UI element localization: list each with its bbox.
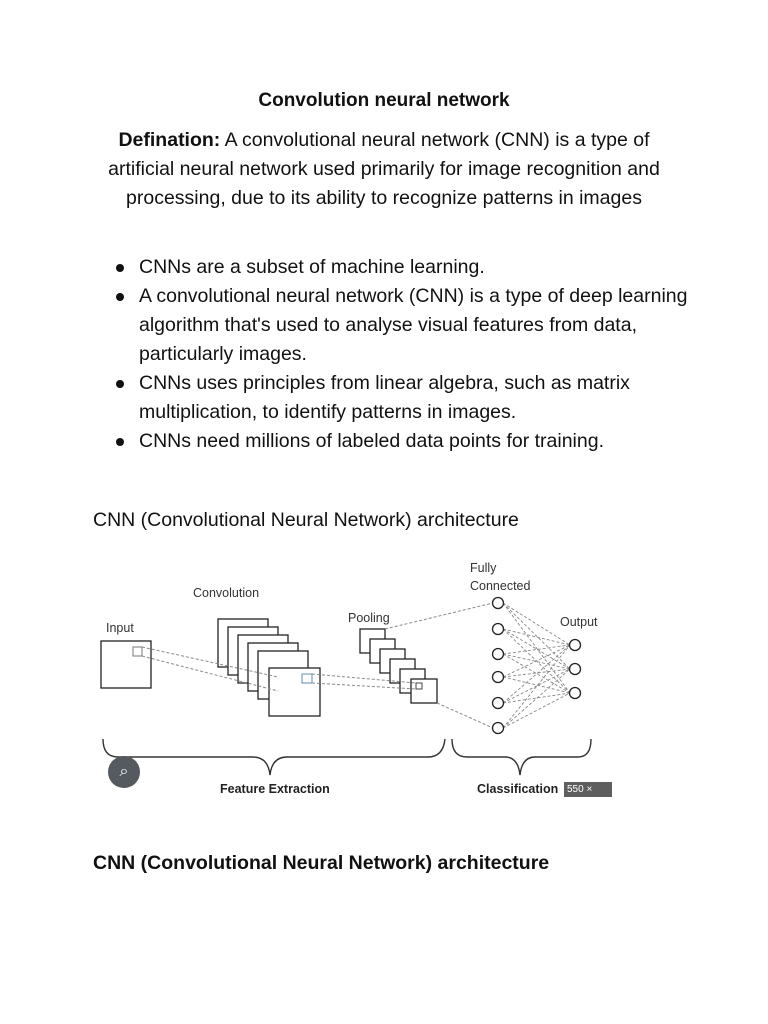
definition-label: Defination: xyxy=(118,129,221,151)
bullet-dot-icon xyxy=(116,293,124,301)
fc-node xyxy=(493,672,504,683)
fc-node xyxy=(493,624,504,635)
label-pooling: Pooling xyxy=(348,611,390,625)
classification-bracket xyxy=(452,739,591,775)
label-connected: Connected xyxy=(470,579,531,593)
input-kernel xyxy=(133,647,142,656)
conv-kernel xyxy=(302,674,312,683)
output-nodes xyxy=(570,640,581,699)
bullet-dot-icon xyxy=(116,380,124,388)
label-convolution: Convolution xyxy=(193,586,260,600)
label-classification: Classification xyxy=(477,782,559,796)
input-square xyxy=(101,641,151,688)
bullet-item: A convolutional neural network (CNN) is a type of deep learning algorithm that's used to analyse visual features from data, particularly images. xyxy=(139,282,699,369)
fc-node xyxy=(493,598,504,609)
label-fully: Fully xyxy=(470,561,497,575)
convolution-stack xyxy=(218,619,320,716)
fc-node xyxy=(493,698,504,709)
image-size-badge: 550 × 273 xyxy=(564,782,612,797)
bullet-dot-icon xyxy=(116,264,124,272)
bullet-item: CNNs uses principles from linear algebra, such as matrix multiplication, to identify patterns in images. xyxy=(139,369,699,427)
pooling-stack xyxy=(360,629,437,703)
output-node xyxy=(570,640,581,651)
output-node xyxy=(570,664,581,675)
cnn-architecture-diagram xyxy=(93,547,612,810)
page-title: Convolution neural network xyxy=(258,90,510,111)
fc-nodes xyxy=(493,598,504,734)
section-heading: CNN (Convolutional Neural Network) architecture xyxy=(93,509,519,531)
bullet-item: CNNs are a subset of machine learning. xyxy=(139,253,699,282)
bottom-heading: CNN (Convolutional Neural Network) architecture xyxy=(93,852,550,874)
bullet-item: CNNs need millions of labeled data points for training. xyxy=(139,427,699,456)
label-output: Output xyxy=(560,615,598,629)
bullet-dot-icon xyxy=(116,438,124,446)
feature-extraction-bracket xyxy=(103,739,445,775)
label-feature-extraction: Feature Extraction xyxy=(220,782,330,796)
bullet-list xyxy=(139,253,699,456)
definition-text: A convolutional neural network (CNN) is a type of artificial neural network used primarily for image recognition and processing, due to its ability to recognize patterns in images xyxy=(108,129,660,209)
label-input: Input xyxy=(106,621,134,635)
pool-kernel xyxy=(416,683,422,689)
lens-search-icon[interactable]: ⌕ xyxy=(108,756,140,788)
cnn-diagram-svg xyxy=(93,547,612,800)
fc-node xyxy=(493,649,504,660)
fc-node xyxy=(493,723,504,734)
definition-paragraph xyxy=(84,126,684,213)
output-node xyxy=(570,688,581,699)
